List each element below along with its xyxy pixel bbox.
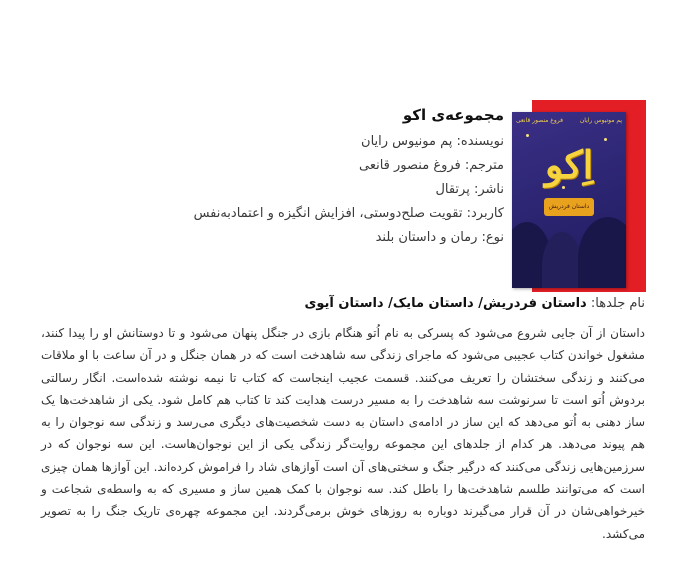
volumes-names: داستان فردریش/ داستان مایک/ داستان آیوی bbox=[304, 296, 587, 311]
cover-author: پم مونیوس رایان bbox=[579, 117, 622, 124]
cover-header bbox=[516, 117, 622, 124]
cover-title: اِکو bbox=[544, 142, 594, 187]
usage-line: کاربرد: تقویت صلح‌دوستی، افزایش انگیزه و اعتمادبه‌نفس bbox=[193, 206, 504, 221]
cover-translator: فروغ منصور قانعی bbox=[516, 117, 563, 124]
genre-line: نوع: رمان و داستان بلند bbox=[375, 230, 504, 245]
author-line: نویسنده: پم مونیوس رایان bbox=[361, 134, 504, 149]
book-figure bbox=[512, 100, 646, 292]
star-icon bbox=[604, 138, 607, 141]
synopsis-paragraph: داستان از آن جایی شروع می‌شود که پسرکی به نام اُتو هنگام بازی در جنگل پنهان می‌شود و تا دوستانش او را پیدا کنند، مشغول خواندن کتاب عجیبی می‌شود که ماجرای زندگی سه شاهدخت است که در همان جنگل و در آن ساعت با او ملاقات می‌کنند و زندگی سختشان را تعریف می‌کنند. قسمت عجیب اینجاست که کتاب تا نیمه نوشته شده‌است. انگار رسالتی بردوش اُتو است تا سرنوشت سه شاهدخت را به مسیر درست هدایت کند تا کتاب هم کامل شود. یکی از شاهدخت‌ها یک ساز دهنی به اُتو می‌دهد که این ساز در ادامه‌ی داستان به دست شخصیت‌های دیگری می‌رسد و زندگی سه نوجوان را به هم پیوند می‌دهد. هر کدام از جلدهای این مجموعه روایت‌گر زندگی یکی از این نوجوان‌هاست. این سه نوجوان که در سرزمین‌هایی زندگی می‌کنند که درگیر جنگ و سختی‌های آن است آوازهای شاد را فراموش کرده‌اند. این آوازها همان چیزی است که می‌توانند طلسم شاهدخت‌ها را باطل کند. سه نوجوان با کمک همین ساز و مسیری که به واسطه‌ی شجاعت و خیرخواهی‌شان در آن قرار می‌گیرند دوباره به روزهای خوش برمی‌گردند. این مجموعه چهره‌ی تاریک جنگ را به تصویر می‌کشد. bbox=[41, 326, 645, 541]
publisher-line: ناشر: پرتقال bbox=[435, 182, 504, 197]
book-title: مجموعه‌ی اکو bbox=[402, 106, 504, 124]
tree-silhouette bbox=[542, 232, 582, 288]
tree-silhouette bbox=[578, 217, 626, 288]
volumes-label: نام جلدها: bbox=[590, 296, 645, 311]
book-info bbox=[174, 106, 504, 250]
cover-badge: داستان فردریش bbox=[544, 198, 594, 216]
star-icon bbox=[526, 134, 529, 137]
volumes-line bbox=[45, 296, 645, 311]
book-cover bbox=[512, 112, 626, 288]
synopsis bbox=[41, 322, 645, 545]
translator-line: مترجم: فروغ منصور قانعی bbox=[359, 158, 504, 173]
